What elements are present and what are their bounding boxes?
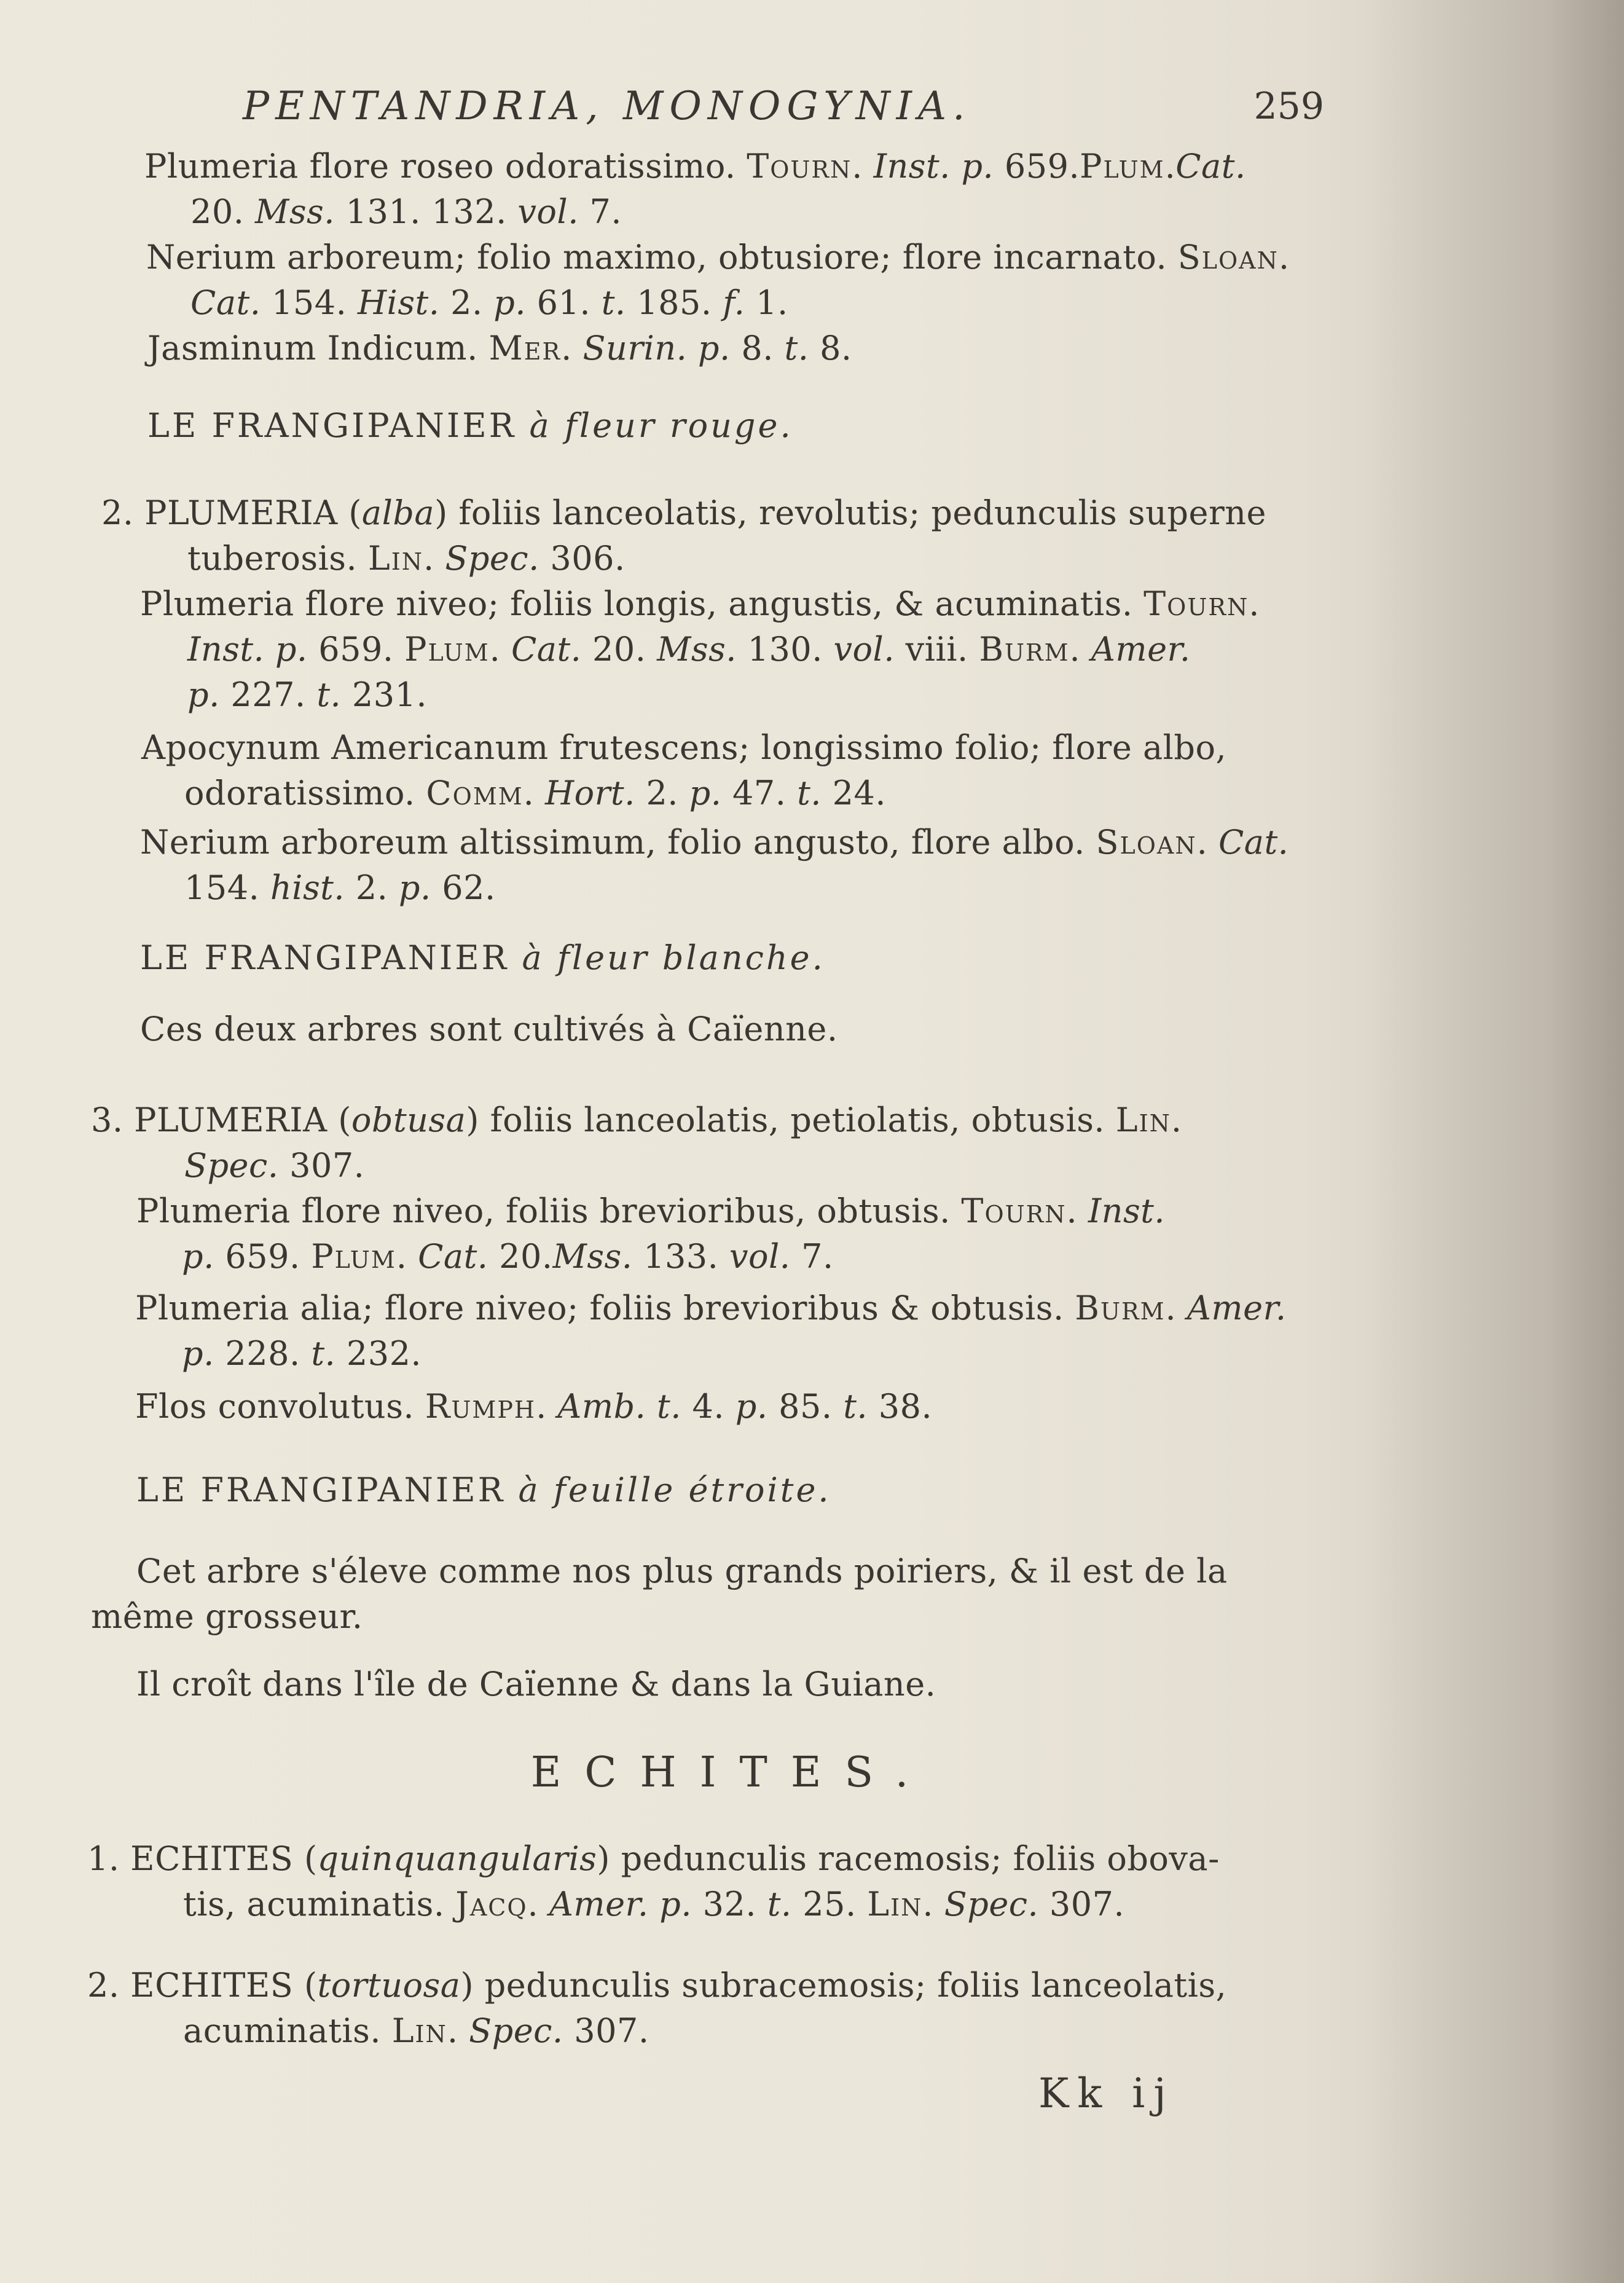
species-entry-continued: acuminatis. Lin. Spec. 307. <box>183 2011 649 2050</box>
page-header <box>243 79 1324 134</box>
synonym-line: Nerium arboreum altissimum, folio angusto, flore albo. Sloan. Cat. <box>140 823 1289 862</box>
synonym-line-continued: p. 227. t. 231. <box>187 675 428 714</box>
synonym-line: Plumeria flore niveo; foliis longis, angustis, & acuminatis. Tourn. <box>140 584 1260 623</box>
synonym-line-continued: Cat. 154. Hist. 2. p. 61. t. 185. f. 1. <box>190 283 788 322</box>
french-name: LE FRANGIPANIER à fleur blanche. <box>140 938 825 977</box>
synonym-line: Plumeria flore niveo, foliis brevioribus, obtusis. Tourn. Inst. <box>136 1192 1166 1230</box>
synonym-line-continued: p. 228. t. 232. <box>182 1334 422 1373</box>
running-head: PENTANDRIA, MONOGYNIA. <box>243 84 971 129</box>
synonym-line: Plumeria alia; flore niveo; foliis brevioribus & obtusis. Burm. Amer. <box>135 1289 1287 1327</box>
french-name: LE FRANGIPANIER à fleur rouge. <box>147 406 793 445</box>
description-text-continued: même grosseur. <box>91 1597 363 1636</box>
species-entry: 1. ECHITES (quinquangularis) pedunculis racemosis; foliis obova- <box>87 1839 1220 1878</box>
signature-mark: Kk ij <box>1038 2070 1175 2117</box>
synonym-line: Flos convolutus. Rumph. Amb. t. 4. p. 85. t. 38. <box>135 1387 933 1426</box>
synonym-line: Jasminum Indicum. Mer. Surin. p. 8. t. 8. <box>147 329 852 367</box>
description-text: Cet arbre s'éleve comme nos plus grands poiriers, & il est de la <box>136 1552 1228 1590</box>
species-entry: 3. PLUMERIA (obtusa) foliis lanceolatis, petiolatis, obtusis. Lin. <box>91 1101 1182 1139</box>
synonym-line: Plumeria flore roseo odoratissimo. Tourn. Inst. p. 659.Plum.Cat. <box>144 147 1246 186</box>
section-title: ECHITES. <box>530 1748 932 1797</box>
synonym-line: Nerium arboreum; folio maximo, obtusiore; flore incarnato. Sloan. <box>146 238 1290 277</box>
page-curl-shadow <box>1366 0 1624 2283</box>
synonym-line-continued: 154. hist. 2. p. 62. <box>184 868 496 907</box>
species-entry: 2. ECHITES (tortuosa) pedunculis subracemosis; foliis lanceolatis, <box>87 1966 1227 2005</box>
species-entry-continued: tis, acuminatis. Jacq. Amer. p. 32. t. 25. Lin. Spec. 307. <box>183 1885 1125 1923</box>
species-entry: 2. PLUMERIA (alba) foliis lanceolatis, revolutis; pedunculis superne <box>101 493 1266 532</box>
description-text: Il croît dans l'île de Caïenne & dans la Guiane. <box>136 1665 936 1703</box>
species-entry-continued: tuberosis. Lin. Spec. 306. <box>187 539 626 578</box>
synonym-line-continued: odoratissimo. Comm. Hort. 2. p. 47. t. 24. <box>184 774 887 812</box>
synonym-line-continued: Inst. p. 659. Plum. Cat. 20. Mss. 130. vol. viii. Burm. Amer. <box>187 630 1191 669</box>
species-entry-continued: Spec. 307. <box>184 1146 365 1185</box>
synonym-line-continued: p. 659. Plum. Cat. 20.Mss. 133. vol. 7. <box>182 1237 834 1276</box>
note-text: Ces deux arbres sont cultivés à Caïenne. <box>140 1010 838 1048</box>
synonym-line-continued: 20. Mss. 131. 132. vol. 7. <box>190 192 622 231</box>
synonym-line: Apocynum Americanum frutescens; longissimo folio; flore albo, <box>141 728 1227 767</box>
page-number: 259 <box>1253 85 1324 128</box>
french-name: LE FRANGIPANIER à feuille étroite. <box>136 1471 831 1509</box>
